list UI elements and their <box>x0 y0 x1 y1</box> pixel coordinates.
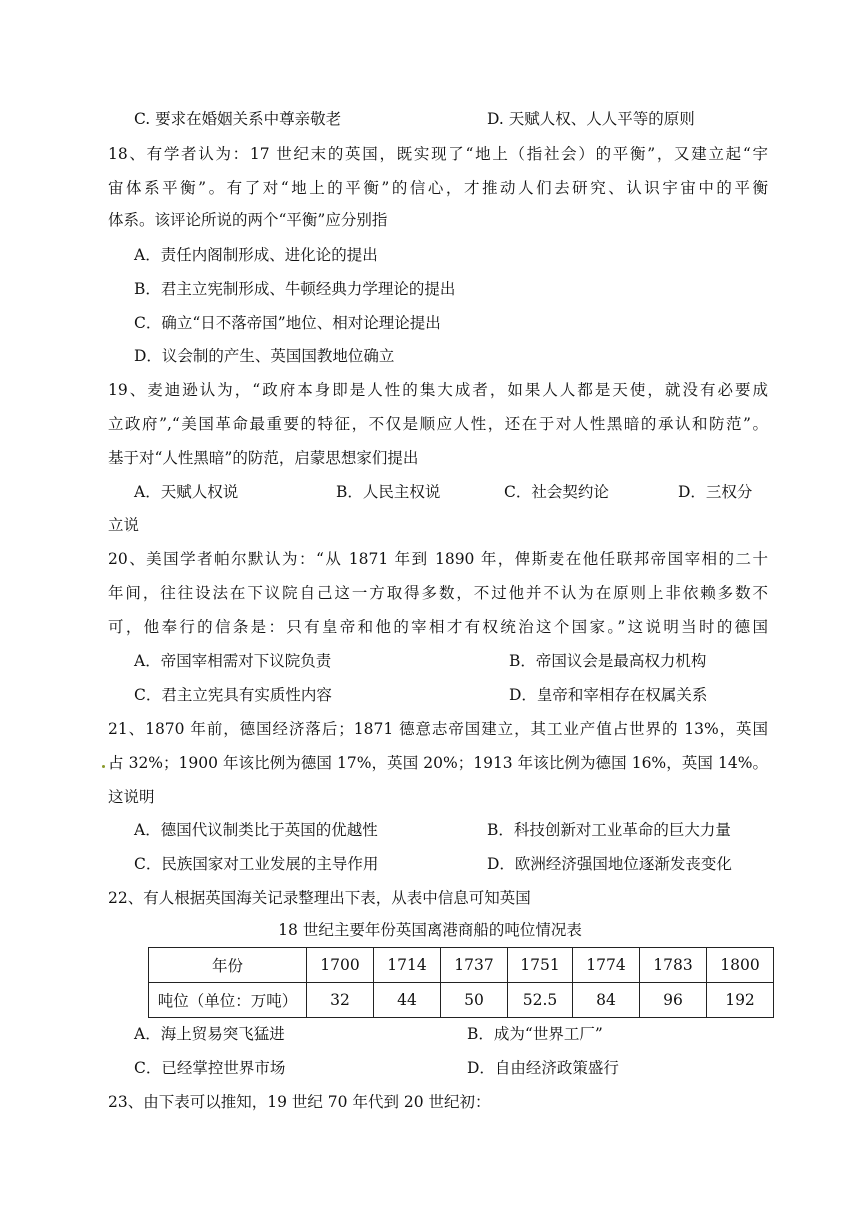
q19-stem-line-3: 基于对“人性黑暗”的防范，启蒙思想家们提出 <box>108 449 419 467</box>
q17-option-d: D. 天赋人权、人人平等的原则 <box>487 110 695 128</box>
q20-option-c: C．君主立宪具有实质性内容 <box>134 686 332 704</box>
q21-stem-line-2: 占 32%；1900 年该比例为德国 17%，英国 20%；1913 年该比例为德国 16%，英国 14%。 <box>108 754 768 772</box>
q19-option-b: B．人民主权说 <box>336 483 441 501</box>
q20-option-b: B．帝国议会是最高权力机构 <box>509 652 707 670</box>
q18-option-b: B．君主立宪制形成、牛顿经典力学理论的提出 <box>134 280 456 298</box>
table-cell-year: 1737 <box>441 948 508 983</box>
q18-option-c: C．确立“日不落帝国”地位、相对论理论提出 <box>134 314 441 332</box>
q20-option-a: A．帝国宰相需对下议院负责 <box>134 652 332 670</box>
q21-option-a: A．德国代议制类比于英国的优越性 <box>134 821 378 839</box>
q22-option-a: A．海上贸易突飞猛进 <box>134 1025 285 1043</box>
q20-stem-line-1: 20、美国学者帕尔默认为：“从 1871 年到 1890 年，俾斯麦在他任联邦帝国宰相的二十 <box>108 550 768 568</box>
q22-table-title: 18 世纪主要年份英国离港商船的吨位情况表 <box>278 921 582 939</box>
q18-option-d: D．议会制的产生、英国国教地位确立 <box>134 347 395 365</box>
table-cell-tonnage: 50 <box>441 983 508 1018</box>
q21-option-b: B．科技创新对工业革命的巨大力量 <box>487 821 731 839</box>
table-cell-year: 1700 <box>307 948 374 983</box>
q17-option-c: C. 要求在婚姻关系中尊亲敬老 <box>134 110 342 128</box>
q19-stem-line-1: 19、麦迪逊认为，“政府本身即是人性的集大成者，如果人人都是天使，就没有必要成 <box>108 381 768 399</box>
table-cell-tonnage: 44 <box>374 983 441 1018</box>
q18-option-a: A．责任内阁制形成、进化论的提出 <box>134 246 378 264</box>
q22-option-d: D．自由经济政策盛行 <box>467 1059 619 1077</box>
q19-option-d-continued: 立说 <box>108 516 140 534</box>
table-header-year: 年份 <box>149 948 307 983</box>
tonnage-table <box>148 947 774 1018</box>
q21-stem-line-3: 这说明 <box>108 788 155 806</box>
table-cell-year: 1714 <box>374 948 441 983</box>
table-cell-year: 1751 <box>508 948 573 983</box>
q19-option-d: D．三权分 <box>678 483 753 501</box>
q21-option-d: D．欧洲经济强国地位逐渐发丧变化 <box>487 855 732 873</box>
q23-stem-line-1: 23、由下表可以推知，19 世纪 70 年代到 20 世纪初： <box>108 1093 491 1111</box>
q20-option-d: D．皇帝和宰相存在权属关系 <box>509 686 708 704</box>
table-row <box>149 948 774 983</box>
table-cell-tonnage: 96 <box>640 983 707 1018</box>
table-cell-year: 1774 <box>573 948 640 983</box>
q21-stem-line-1: 21、1870 年前，德国经济落后；1871 德意志帝国建立，其工业产值占世界的 13%，英国 <box>108 720 768 738</box>
q18-stem-line-2: 宙体系平衡”。有了对“地上的平衡”的信心，才推动人们去研究、认识宇宙中的平衡 <box>108 179 768 197</box>
q19-option-c: C．社会契约论 <box>504 483 609 501</box>
table-cell-tonnage: 52.5 <box>508 983 573 1018</box>
table-cell-tonnage: 192 <box>707 983 774 1018</box>
stray-mark <box>102 765 105 768</box>
q20-stem-line-2: 年间，往往设法在下议院自己这一方取得多数，不过他并不认为在原则上非依赖多数不 <box>108 584 768 602</box>
q21-option-c: C．民族国家对工业发展的主导作用 <box>134 855 379 873</box>
q19-option-a: A．天赋人权说 <box>134 483 239 501</box>
table-cell-year: 1783 <box>640 948 707 983</box>
q20-stem-line-3: 可，他奉行的信条是：只有皇帝和他的宰相才有权统治这个国家。”这说明当时的德国 <box>108 618 768 636</box>
q18-stem-line-1: 18、有学者认为：17 世纪末的英国，既实现了“地上（指社会）的平衡”，又建立起“宇 <box>108 145 768 163</box>
table-cell-tonnage: 32 <box>307 983 374 1018</box>
q22-stem-line-1: 22、有人根据英国海关记录整理出下表，从表中信息可知英国 <box>108 889 531 907</box>
q18-stem-line-3: 体系。该评论所说的两个“平衡”应分别指 <box>108 211 388 229</box>
q22-option-c: C．已经掌控世界市场 <box>134 1059 286 1077</box>
q22-option-b: B．成为“世界工厂” <box>467 1025 603 1043</box>
table-cell-tonnage: 84 <box>573 983 640 1018</box>
table-cell-year: 1800 <box>707 948 774 983</box>
table-row <box>149 983 774 1018</box>
table-header-tonnage: 吨位（单位：万吨） <box>149 983 307 1018</box>
q19-stem-line-2: 立政府”,“美国革命最重要的特征，不仅是顺应人性，还在于对人性黑暗的承认和防范”。 <box>108 415 768 433</box>
